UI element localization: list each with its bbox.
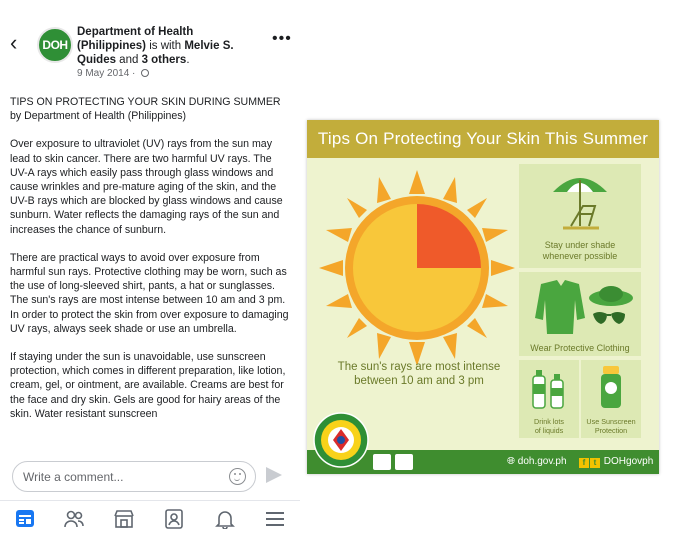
emoji-icon[interactable] — [229, 468, 246, 485]
post-date-text: 9 May 2014 · — [77, 68, 139, 79]
post-paragraph-3: If staying under the sun is unavoidable, use sunscreen protection, which comes in different preparation, like lotion, cream, gel, or ointment, are available. Creams are best for the face and dry skin. Gels are good for hairy areas of the skin. Water resistant sunscreen — [10, 351, 286, 420]
tile-shade-label-line-1: Stay under shade — [544, 240, 616, 250]
post-body — [10, 95, 292, 435]
avatar[interactable] — [37, 27, 73, 63]
sunscreen-tube-icon — [597, 364, 625, 410]
tab-menu[interactable] — [264, 509, 286, 529]
marketplace-icon — [113, 509, 135, 529]
facebook-icon: f — [579, 458, 589, 468]
tile-sunscreen-label-line-1: Use Sunscreen — [586, 417, 636, 426]
tab-profile[interactable] — [163, 509, 185, 529]
comment-placeholder: Write a comment... — [23, 470, 124, 484]
post-heading — [10, 95, 292, 123]
send-icon[interactable] — [266, 467, 282, 483]
tile-stay-under-shade — [519, 164, 641, 268]
infographic-poster[interactable] — [307, 120, 659, 474]
facebook-post-pane — [0, 0, 300, 535]
post-author — [77, 25, 267, 67]
back-arrow-icon[interactable]: ‹ — [10, 30, 18, 55]
author-name-suffix[interactable]: (Philippines) — [77, 40, 146, 52]
tagged-others-link[interactable]: 3 others — [141, 54, 187, 66]
avatar-initials: DOH — [42, 38, 68, 52]
post-heading-line-1: TIPS ON PROTECTING YOUR SKIN DURING SUMMER — [10, 96, 281, 108]
more-options-icon[interactable]: ••• — [272, 30, 292, 47]
protective-clothing-icon — [527, 278, 637, 336]
tab-friends[interactable] — [63, 509, 85, 529]
tile-shade-label-line-2: whenever possible — [542, 251, 618, 261]
friends-icon — [63, 509, 85, 529]
author-and-text: and — [115, 54, 142, 66]
footer-website: 🌐︎ doh.gov.ph — [507, 456, 567, 467]
notifications-bell-icon — [214, 509, 236, 529]
tile-liquids-label-line-1: Drink lots — [534, 417, 564, 426]
poster-title: Tips On Protecting Your Skin This Summer — [317, 129, 649, 148]
tile-shade-label — [519, 240, 641, 262]
tile-protective-clothing — [519, 272, 641, 356]
post-heading-line-2: by Department of Health (Philippines) — [10, 110, 187, 123]
tile-sunscreen-label-line-2: Protection — [594, 425, 628, 435]
tile-liquids-label-line-2: of liquids — [534, 425, 564, 435]
footer-website-text: doh.gov.ph — [517, 456, 567, 467]
sun-clock-icon — [317, 168, 517, 368]
menu-icon — [264, 509, 286, 529]
doh-seal-logo — [313, 412, 369, 468]
footer-social-handle: DOHgovph — [603, 456, 654, 467]
comment-input[interactable] — [12, 461, 256, 492]
comment-bar — [0, 455, 300, 499]
footer-social — [579, 456, 653, 468]
author-with-text: is with — [146, 40, 185, 52]
tab-news-feed[interactable] — [14, 509, 36, 529]
author-name[interactable]: Department of Health — [77, 26, 194, 38]
tile-clothing-label: Wear Protective Clothing — [530, 343, 630, 353]
sun-caption-line-1: The sun's rays are most intense — [337, 361, 501, 373]
beach-umbrella-icon — [549, 170, 611, 232]
news-feed-icon — [14, 509, 36, 529]
tile-liquids-label — [519, 418, 579, 435]
post-header — [0, 0, 300, 90]
post-paragraph-2: There are practical ways to avoid over exposure from harmful sun rays. Protective clothing may be worn, such as the use of long-sleeved shirt, pants, a hat or sunglasses. The sun's rays are most intense between 10 am and 3 pm. In order to protect the skin from over exposure to damaging UV rays, always seek shade or use an umbrella. — [10, 251, 289, 335]
tile-sunscreen-label — [581, 418, 641, 435]
tagged-user-link[interactable]: Melvie S. Quides — [77, 40, 234, 66]
tile-use-sunscreen — [581, 360, 641, 438]
tile-drink-liquids — [519, 360, 579, 438]
tab-notifications[interactable] — [214, 509, 236, 529]
sun-caption — [319, 360, 519, 388]
globe-icon — [141, 69, 149, 77]
bottom-tab-bar — [0, 500, 300, 535]
tab-marketplace[interactable] — [113, 509, 135, 529]
author-end: . — [186, 54, 190, 66]
twitter-icon: t — [590, 458, 600, 468]
water-bottles-icon — [529, 366, 569, 410]
post-date[interactable] — [77, 68, 149, 79]
profile-icon — [163, 509, 185, 529]
sun-caption-line-2: between 10 am and 3 pm — [354, 375, 484, 387]
partner-logo-1 — [373, 454, 391, 470]
post-paragraph-1: Over exposure to ultraviolet (UV) rays from the sun may lead to skin cancer. There are two harmful UV rays. The UV-A rays which easily pass through glass windows and cause wrinkles and pre-mature aging of the skin, and the UV-B rays which are blocked by glass windows and cause sunburn. Water reflects the damaging rays of the sun and increases the chance of sunburn. — [10, 138, 283, 236]
partner-logo-2 — [395, 454, 413, 470]
